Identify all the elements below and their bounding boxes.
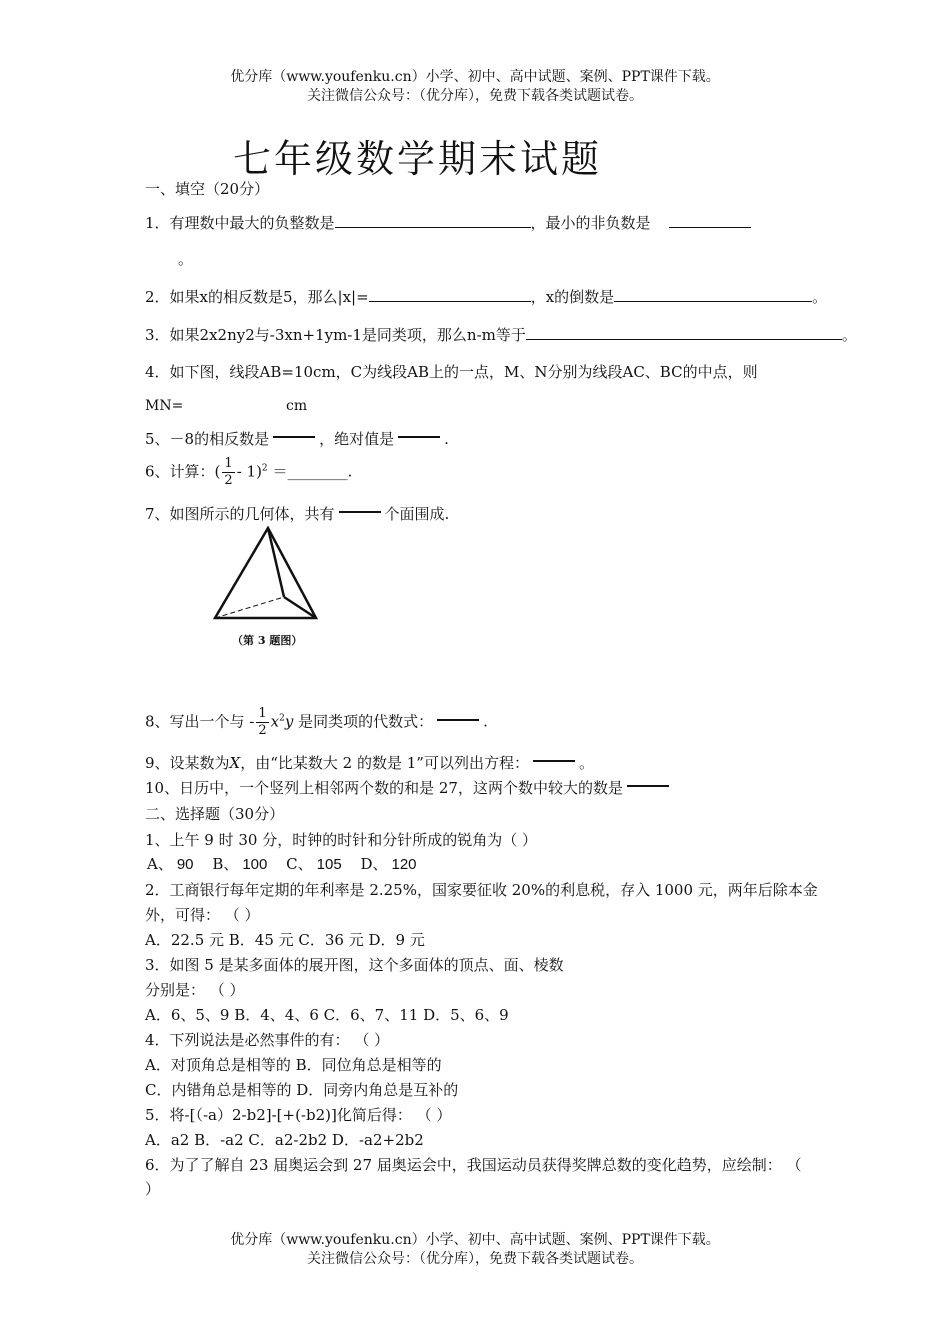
figure-caption: （第 3 题图）: [232, 634, 303, 647]
question-2-3-line-2: 分别是： （ ）: [145, 981, 245, 999]
tetrahedron-figure: [210, 524, 325, 626]
question-1-4: 4．如下图，线段AB=10cm，C为线段AB上的一点，M、N分别为线段AC、BC的中点，则: [145, 363, 758, 381]
question-2-4-options-1: A．对顶角总是相等的 B．同位角总是相等的: [145, 1056, 442, 1074]
question-1-1-end: 。: [178, 250, 194, 268]
question-1-10: 10、日历中，一个竖列上相邻两个数的和是 27，这两个数中较大的数是: [145, 777, 673, 798]
question-2-2-options: A．22.5 元 B．45 元 C．36 元 D．9 元: [145, 931, 425, 949]
question-1-4-unit: cm: [286, 398, 308, 414]
question-1-2: 2．如果x的相反数是5，那么|x|= ，x的倒数是 。: [145, 288, 828, 306]
question-2-5: 5．将-[（-a）2-b2]-[+(-b2)]化简后得： （ ）: [145, 1106, 452, 1124]
question-2-1: 1、上午 9 时 30 分，时钟的时针和分针所成的锐角为（ ）: [145, 831, 538, 849]
question-2-3-line-1: 3．如图 5 是某多面体的展开图，这个多面体的顶点、面、棱数: [145, 956, 564, 974]
question-1-9: 9、设某数为X，由“比某数大 2 的数是 1”可以列出方程： 。: [145, 754, 594, 772]
question-1-8: 8、写出一个与 - $\frac{1}{2}$ $x^2y$ 是同类项的代数式： .: [145, 706, 488, 738]
option-b: B、 100: [212, 855, 268, 873]
question-1-4-mn: MN=: [145, 398, 184, 414]
question-2-1-options: [147, 853, 431, 874]
option-a: A、 90: [147, 855, 194, 873]
footer-line-1: 优分库（www.youfenku.cn）小学、初中、高中试题、案例、PPT课件下载。: [230, 1232, 720, 1248]
tetrahedron-outline: [215, 528, 316, 618]
question-2-4: 4．下列说法是必然事件的有： （ ）: [145, 1031, 390, 1049]
header-line-2: 关注微信公众号：（优分库），免费下载各类试题试卷。: [307, 88, 643, 104]
question-2-2-line-1: 2．工商银行每年定期的年利率是 2.25%，国家要征收 20%的利息税，存入 1000 元，两年后除本金: [145, 881, 818, 899]
question-1-7: 7、如图所示的几何体，共有 个面围成.: [145, 505, 450, 523]
footer-line-2: 关注微信公众号：（优分库），免费下载各类试题试卷。: [307, 1251, 643, 1267]
option-c: C、 105: [286, 855, 342, 873]
question-2-3-options: A．6、5、9 B．4、4、6 C．6、7、11 D．5、6、9: [145, 1006, 509, 1024]
question-1-5: 5、－8的相反数是 ，绝对值是 .: [145, 430, 449, 448]
question-1-1: 1．有理数中最大的负整数是 ，最小的非负数是: [145, 212, 751, 233]
page-title: 七年级数学期末试题: [233, 137, 603, 181]
header-line-1: 优分库（www.youfenku.cn）小学、初中、高中试题、案例、PPT课件下载。: [230, 69, 720, 85]
question-1-6: 6、计算：( $\frac{1}{2}$ - 1)$^2$ ＝________.: [145, 456, 353, 488]
question-2-2-line-2: 外，可得： （ ）: [145, 906, 260, 924]
question-2-6-line-1: 6．为了了解自 23 届奥运会到 27 届奥运会中，我国运动员获得奖牌总数的变化趋势，应绘制： （: [145, 1156, 802, 1174]
question-2-5-options: A．a2 B．-a2 C．a2-2b2 D．-a2+2b2: [145, 1131, 424, 1149]
option-d: D、 120: [360, 855, 417, 873]
tetrahedron-edge: [268, 528, 284, 597]
question-1-3: 3．如果2x2ny2与-3xn+1ym-1是同类项，那么n-m等于 。: [145, 326, 857, 344]
question-2-6-line-2: ）: [145, 1180, 161, 1198]
section1-heading: 一、填空（20分）: [145, 180, 270, 198]
section2-heading: 二、选择题（30分）: [145, 805, 285, 823]
question-2-4-options-2: C．内错角总是相等的 D．同旁内角总是互补的: [145, 1081, 459, 1099]
